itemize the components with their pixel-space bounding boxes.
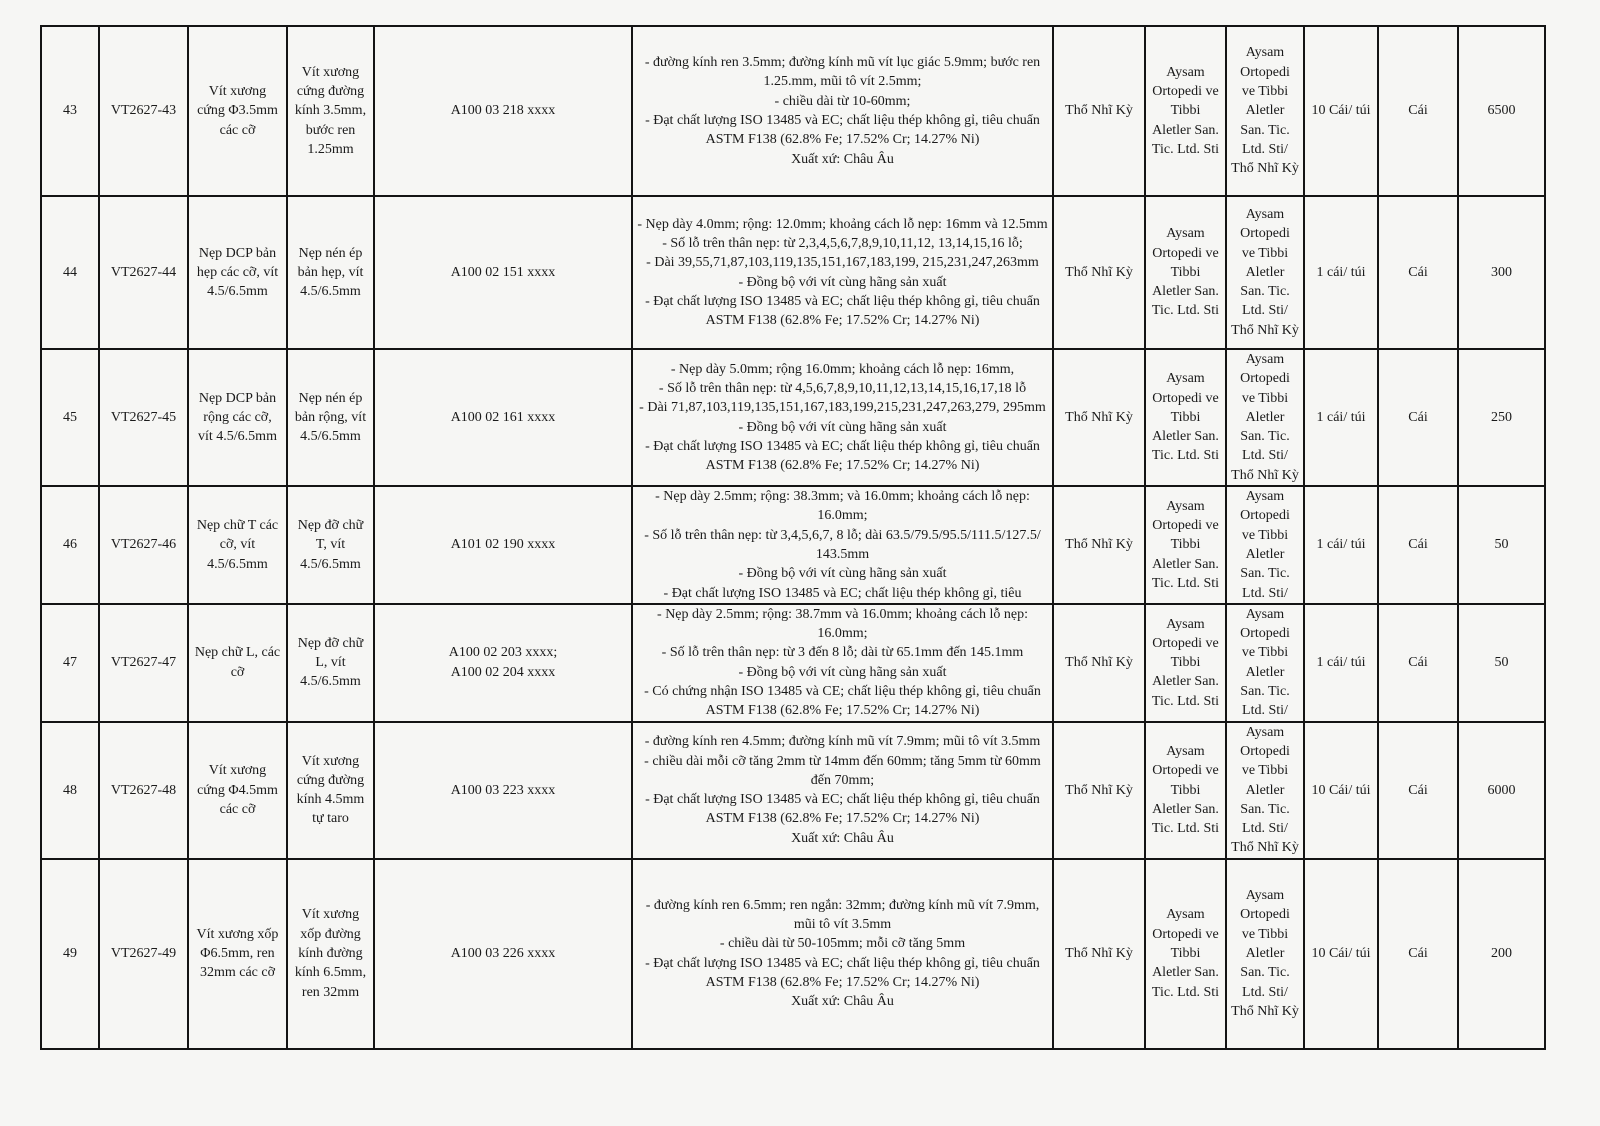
cell-line: ve Tibbi (1241, 245, 1289, 261)
cell-line: Tibbi (1170, 537, 1201, 553)
cell-line: San. Tic. (1240, 122, 1290, 138)
row-number-cell: 49 (41, 859, 99, 1049)
cell-line: Aysam (1245, 352, 1285, 367)
owner-cell (1226, 604, 1304, 722)
manufacturer-cell (1145, 604, 1226, 722)
specification-line: - Đạt chất lượng ISO 13485 và EC; chất liệu thép không gỉ, tiêu (663, 585, 1022, 601)
catalog-code-cell (374, 604, 632, 722)
cell-line: Vít xương (301, 64, 360, 80)
cell-line: A100 03 226 xxxx (450, 946, 556, 962)
owner-cell (1226, 859, 1304, 1049)
cell-line: Ortopedi ve (1152, 635, 1219, 651)
specification-line: - Nẹp dày 2.5mm; rộng: 38.3mm; và 16.0mm; khoảng cách lỗ nẹp: 16.0mm; (655, 489, 1030, 524)
cell-line: Nẹp DCP bản (198, 390, 277, 406)
manufacturer-cell (1145, 859, 1226, 1049)
cell-line: Aletler San. (1152, 556, 1219, 572)
cell-line: Aletler San. (1152, 429, 1219, 445)
cell-line: Ltd. Sti/ (1242, 821, 1288, 837)
row-number-cell: 46 (41, 486, 99, 604)
item-type-cell (287, 604, 374, 722)
table-row (41, 604, 1545, 722)
specification-line: Xuất xứ: Châu Âu (791, 151, 894, 167)
cell-line: Vít xương (301, 907, 360, 923)
manufacturer-cell (1145, 26, 1226, 196)
cell-line: kính 6.5mm, (294, 965, 367, 981)
cell-line: Ltd. Sti/ (1242, 984, 1288, 1000)
cell-line: Ortopedi (1240, 226, 1290, 242)
packing-cell: 10 Cái/ túi (1304, 722, 1378, 859)
cell-line: các cỡ (219, 122, 256, 138)
cell-line: Aysam (1166, 226, 1205, 242)
cell-line: San. Tic. (1240, 429, 1290, 445)
cell-line: Ortopedi (1240, 64, 1290, 80)
cell-line: ve Tibbi (1241, 645, 1289, 661)
specification-line: - Đồng bộ với vít cùng hãng sản xuất (738, 419, 947, 435)
specification-line: - Nẹp dày 4.0mm; rộng: 12.0mm; khoảng cách lỗ nẹp: 16mm và 12.5mm (637, 216, 1048, 232)
cell-line: Tibbi (1170, 409, 1201, 425)
cell-line: cứng Φ4.5mm (197, 782, 278, 798)
cell-line: 4.5/6.5mm (300, 284, 361, 300)
cell-line: Tic. Ltd. Sti (1151, 448, 1220, 464)
table-row (41, 859, 1545, 1049)
item-type-cell (287, 859, 374, 1049)
cell-line: 4.5/6.5mm (300, 429, 361, 445)
origin-cell: Thổ Nhĩ Kỳ (1053, 604, 1145, 722)
owner-cell (1226, 722, 1304, 859)
cell-line: Aletler San. (1152, 674, 1219, 690)
origin-cell: Thổ Nhĩ Kỳ (1053, 26, 1145, 196)
cell-line: Vít xương (208, 763, 267, 779)
cell-line: rộng các cỡ, (203, 409, 272, 425)
origin-cell: Thổ Nhĩ Kỳ (1053, 486, 1145, 604)
cell-line: kính 3.5mm, (294, 103, 367, 119)
specification-line: - Dài 39,55,71,87,103,119,135,151,167,183,199, 215,231,247,263mm (646, 255, 1039, 271)
cell-line: các cỡ (219, 801, 256, 817)
specification-line: - Số lỗ trên thân nẹp: từ 4,5,6,7,8,9,10,11,12,13,14,15,16,17,18 lỗ (658, 380, 1027, 396)
specification-line: - Đạt chất lượng ISO 13485 và EC; chất liệu thép không gỉ, tiêu chuẩn ASTM F138 (62.8% Fe; 17.52% Cr; 14.27% Ni) (645, 293, 1040, 329)
cell-line: tự taro (312, 811, 349, 827)
quantity-cell: 6500 (1458, 26, 1545, 196)
manufacturer-cell (1145, 196, 1226, 349)
cell-line: Thổ Nhĩ Kỳ (1231, 161, 1299, 177)
item-type-cell (287, 26, 374, 196)
specification-line: Xuất xứ: Châu Âu (791, 994, 894, 1010)
cell-line: Aysam (1245, 606, 1285, 622)
catalog-code-cell (374, 859, 632, 1049)
quantity-cell: 250 (1458, 349, 1545, 486)
item-name-cell (188, 722, 287, 859)
specification-cell (632, 859, 1053, 1049)
cell-line: Nẹp đỡ chữ (297, 518, 364, 534)
specification-cell (632, 26, 1053, 196)
cell-line: 4.5/6.5mm (207, 556, 268, 572)
cell-line: Aletler (1245, 664, 1285, 680)
table-row (41, 26, 1545, 196)
cell-line: Tic. Ltd. Sti (1151, 693, 1220, 709)
cell-line: 1.25mm (307, 141, 354, 157)
cell-line: Ortopedi (1240, 743, 1290, 759)
manufacturer-cell (1145, 349, 1226, 486)
quantity-cell: 50 (1458, 604, 1545, 722)
cell-line: ve Tibbi (1241, 390, 1289, 406)
cell-line: L, vít (315, 655, 346, 671)
cell-line: Aletler (1245, 409, 1285, 425)
item-code-cell: VT2627-48 (99, 722, 188, 859)
item-code-cell: VT2627-49 (99, 859, 188, 1049)
cell-line: Aysam (1245, 206, 1285, 222)
specification-cell (632, 196, 1053, 349)
origin-cell: Thổ Nhĩ Kỳ (1053, 349, 1145, 486)
cell-line: Ortopedi ve (1152, 518, 1219, 534)
packing-cell: 1 cái/ túi (1304, 196, 1378, 349)
item-name-cell (188, 486, 287, 604)
row-number-cell: 47 (41, 604, 99, 722)
table-row (41, 349, 1545, 486)
cell-line: Ortopedi ve (1152, 763, 1219, 779)
quantity-cell: 50 (1458, 486, 1545, 604)
cell-line: Tibbi (1170, 946, 1201, 962)
cell-line: Nẹp chữ T các (196, 518, 279, 534)
unit-cell: Cái (1378, 859, 1458, 1049)
unit-cell: Cái (1378, 722, 1458, 859)
cell-line: ren 32mm (301, 984, 360, 1000)
cell-line: Nẹp nén ép (298, 245, 363, 261)
specification-line: - Đạt chất lượng ISO 13485 và EC; chất liệu thép không gỉ, tiêu chuẩn ASTM F138 (62.8% Fe; 17.52% Cr; 14.27% Ni) (645, 955, 1040, 991)
row-number-cell: 45 (41, 349, 99, 486)
specification-line: - Số lỗ trên thân nẹp: từ 3 đến 8 lỗ; dài từ 65.1mm đến 145.1mm (661, 645, 1024, 661)
item-name-cell (188, 349, 287, 486)
cell-line: kính 4.5mm (296, 792, 365, 808)
cell-line: Ortopedi (1240, 371, 1290, 387)
item-type-cell (287, 722, 374, 859)
cell-line: bước ren (305, 122, 356, 138)
manufacturer-cell (1145, 722, 1226, 859)
cell-line: Aysam (1166, 371, 1205, 387)
cell-line: hẹp các cỡ, vít (196, 264, 279, 280)
catalog-code-cell (374, 349, 632, 486)
cell-line: Ortopedi ve (1152, 245, 1219, 261)
specification-line: - đường kính ren 4.5mm; đường kính mũ vít 7.9mm; mũi tô vít 3.5mm (644, 734, 1041, 750)
cell-line: Aysam (1245, 724, 1285, 740)
cell-line: A100 02 204 xxxx (450, 664, 556, 680)
cell-line: 4.5/6.5mm (300, 556, 361, 572)
cell-line: ve Tibbi (1241, 527, 1289, 543)
unit-cell: Cái (1378, 486, 1458, 604)
cell-line: Aletler San. (1152, 122, 1219, 138)
cell-line: Φ6.5mm, ren (200, 946, 275, 962)
packing-cell: 10 Cái/ túi (1304, 26, 1378, 196)
cell-line: Aysam (1245, 45, 1285, 61)
cell-line: Aysam (1245, 489, 1285, 505)
cell-line: A100 02 203 xxxx; (448, 645, 558, 661)
specification-cell (632, 722, 1053, 859)
specification-line: - Đồng bộ với vít cùng hãng sản xuất (738, 566, 947, 582)
cell-line: Tibbi (1170, 655, 1201, 671)
cell-line: Ltd. Sti/ (1242, 303, 1288, 319)
item-name-cell (188, 26, 287, 196)
specification-line: - Số lỗ trên thân nẹp: từ 2,3,4,5,6,7,8,9,10,11,12, 13,14,15,16 lỗ; (662, 235, 1023, 251)
item-type-cell (287, 196, 374, 349)
cell-line: Vít xương (301, 753, 360, 769)
specification-cell (632, 486, 1053, 604)
owner-cell (1226, 26, 1304, 196)
origin-cell: Thổ Nhĩ Kỳ (1053, 859, 1145, 1049)
specification-line: - chiều dài mỗi cỡ tăng 2mm từ 14mm đến 60mm; tăng 5mm từ 60mm đến 70mm; (644, 753, 1041, 788)
unit-cell: Cái (1378, 26, 1458, 196)
cell-line: A101 02 190 xxxx (450, 537, 556, 553)
cell-line: T, vít (315, 537, 346, 553)
quantity-cell: 200 (1458, 859, 1545, 1049)
cell-line: Ltd. Sti/ (1242, 448, 1288, 464)
specification-line: - Dài 71,87,103,119,135,151,167,183,199,215,231,247,263,279, 295mm (639, 400, 1046, 416)
table-row (41, 486, 1545, 604)
cell-line: Ortopedi ve (1152, 84, 1219, 100)
cell-line: xốp đường (300, 926, 361, 942)
cell-line: San. Tic. (1240, 801, 1290, 817)
catalog-code-cell (374, 486, 632, 604)
cell-line: Ltd. Sti/ (1242, 703, 1288, 719)
specification-line: - Nẹp dày 5.0mm; rộng 16.0mm; khoảng cách lỗ nẹp: 16mm, (670, 361, 1015, 377)
cell-line: 32mm các cỡ (199, 965, 276, 981)
cell-line: Aysam (1166, 743, 1205, 759)
cell-line: Aysam (1166, 498, 1205, 514)
cell-line: Aletler (1245, 782, 1285, 798)
cell-line: Vít xương xốp (196, 926, 279, 942)
cell-line: vít 4.5/6.5mm (198, 429, 277, 445)
cell-line: Thổ Nhĩ Kỳ (1231, 840, 1299, 856)
item-name-cell (188, 859, 287, 1049)
specification-line: - Số lỗ trên thân nẹp: từ 3,4,5,6,7, 8 lỗ; dài 63.5/79.5/95.5/111.5/127.5/ 143.5mm (644, 527, 1041, 562)
specification-cell (632, 604, 1053, 722)
row-number-cell: 43 (41, 26, 99, 196)
unit-cell: Cái (1378, 196, 1458, 349)
cell-line: Ltd. Sti/ (1242, 585, 1288, 601)
catalog-code-cell (374, 26, 632, 196)
specification-line: - Nẹp dày 2.5mm; rộng: 38.7mm và 16.0mm; khoảng cách lỗ nẹp: 16.0mm; (657, 606, 1028, 642)
cell-line: Ltd. Sti/ (1242, 141, 1288, 157)
cell-line: Aletler San. (1152, 284, 1219, 300)
cell-line: bản hẹp, vít (297, 264, 364, 280)
specification-line: - Có chứng nhận ISO 13485 và CE; chất liệu thép không gỉ, tiêu chuẩn ASTM F138 (62.8% Fe; 17.52% Cr; 14.27% Ni) (644, 684, 1041, 719)
catalog-code-cell (374, 722, 632, 859)
cell-line: San. Tic. (1240, 965, 1290, 981)
item-type-cell (287, 486, 374, 604)
specification-line: - Đạt chất lượng ISO 13485 và EC; chất liệu thép không gỉ, tiêu chuẩn ASTM F138 (62.8% Fe; 17.52% Cr; 14.27% Ni) (645, 438, 1040, 474)
item-code-cell: VT2627-45 (99, 349, 188, 486)
cell-line: bản rộng, vít (294, 409, 367, 425)
owner-cell (1226, 196, 1304, 349)
catalog-code-cell (374, 196, 632, 349)
cell-line: Thổ Nhĩ Kỳ (1231, 322, 1299, 338)
specification-line: Xuất xứ: Châu Âu (791, 830, 894, 846)
cell-line: Aysam (1245, 888, 1285, 904)
cell-line: Ortopedi (1240, 626, 1290, 642)
cell-line: cứng Φ3.5mm (197, 103, 278, 119)
packing-cell: 1 cái/ túi (1304, 349, 1378, 486)
cell-line: Aletler (1245, 103, 1285, 119)
packing-cell: 1 cái/ túi (1304, 604, 1378, 722)
item-code-cell: VT2627-47 (99, 604, 188, 722)
item-name-cell (188, 604, 287, 722)
cell-line: Tic. Ltd. Sti (1151, 821, 1220, 837)
specification-line: - đường kính ren 6.5mm; ren ngắn: 32mm; đường kính mũ vít 7.9mm, mũi tô vít 3.5mm (645, 897, 1040, 933)
cell-line: Vít xương (208, 84, 267, 100)
cell-line: cỡ (230, 664, 245, 680)
cell-line: ve Tibbi (1241, 926, 1289, 942)
owner-cell (1226, 486, 1304, 604)
cell-line: Nẹp nén ép (298, 390, 363, 406)
quantity-cell: 300 (1458, 196, 1545, 349)
owner-cell (1226, 349, 1304, 486)
cell-line: Thổ Nhĩ Kỳ (1231, 467, 1299, 483)
cell-line: San. Tic. (1240, 566, 1290, 582)
row-number-cell: 48 (41, 722, 99, 859)
cell-line: Aletler (1245, 264, 1285, 280)
cell-line: cỡ, vít (219, 537, 256, 553)
cell-line: Tic. Ltd. Sti (1151, 984, 1220, 1000)
specification-line: - Đồng bộ với vít cùng hãng sản xuất (738, 274, 947, 290)
cell-line: Aletler San. (1152, 801, 1219, 817)
cell-line: Aysam (1166, 616, 1205, 632)
cell-line: Tibbi (1170, 782, 1201, 798)
cell-line: Nẹp chữ L, các (194, 645, 281, 661)
packing-cell: 1 cái/ túi (1304, 486, 1378, 604)
cell-line: Aysam (1166, 907, 1205, 923)
cell-line: A100 03 218 xxxx (450, 103, 556, 119)
manufacturer-cell (1145, 486, 1226, 604)
cell-line: A100 03 223 xxxx (450, 782, 556, 798)
cell-line: A100 02 161 xxxx (450, 409, 556, 425)
item-code-cell: VT2627-43 (99, 26, 188, 196)
cell-line: 4.5/6.5mm (207, 284, 268, 300)
cell-line: Tibbi (1170, 103, 1201, 119)
cell-line: Aletler San. (1152, 965, 1219, 981)
table-row (41, 196, 1545, 349)
item-type-cell (287, 349, 374, 486)
cell-line: cứng đường (296, 84, 365, 100)
item-name-cell (188, 196, 287, 349)
cell-line: San. Tic. (1240, 684, 1290, 700)
row-number-cell: 44 (41, 196, 99, 349)
cell-line: Aletler (1245, 546, 1285, 562)
cell-line: Aysam (1166, 64, 1205, 80)
cell-line: Ortopedi ve (1152, 390, 1219, 406)
origin-cell: Thổ Nhĩ Kỳ (1053, 722, 1145, 859)
cell-line: cứng đường (296, 772, 365, 788)
cell-line: San. Tic. (1240, 284, 1290, 300)
specification-line: - Đạt chất lượng ISO 13485 và EC; chất liệu thép không gỉ, tiêu chuẩn ASTM F138 (62.8% Fe; 17.52% Cr; 14.27% Ni) (645, 792, 1040, 827)
cell-line: Tibbi (1170, 264, 1201, 280)
specification-line: - chiều dài từ 50-105mm; mỗi cỡ tăng 5mm (719, 936, 966, 952)
unit-cell: Cái (1378, 604, 1458, 722)
cell-line: Ortopedi (1240, 907, 1290, 923)
cell-line: Tic. Ltd. Sti (1151, 303, 1220, 319)
cell-line: Ortopedi ve (1152, 926, 1219, 942)
table-row (41, 722, 1545, 859)
equipment-spec-table (40, 25, 1546, 1050)
cell-line: 4.5/6.5mm (300, 674, 361, 690)
unit-cell: Cái (1378, 349, 1458, 486)
table-body (41, 26, 1545, 1049)
origin-cell: Thổ Nhĩ Kỳ (1053, 196, 1145, 349)
cell-line: kính đường (298, 946, 363, 962)
cell-line: Nẹp đỡ chữ (297, 635, 364, 651)
cell-line: Thổ Nhĩ Kỳ (1231, 1003, 1299, 1019)
cell-line: A100 02 151 xxxx (450, 264, 556, 280)
packing-cell: 10 Cái/ túi (1304, 859, 1378, 1049)
cell-line: Tic. Ltd. Sti (1151, 141, 1220, 157)
cell-line: ve Tibbi (1241, 84, 1289, 100)
specification-line: - Đồng bộ với vít cùng hãng sản xuất (738, 664, 947, 680)
cell-line: Aletler (1245, 946, 1285, 962)
item-code-cell: VT2627-44 (99, 196, 188, 349)
cell-line: Ortopedi (1240, 508, 1290, 524)
cell-line: ve Tibbi (1241, 763, 1289, 779)
specification-cell (632, 349, 1053, 486)
specification-line: - Đạt chất lượng ISO 13485 và EC; chất liệu thép không gỉ, tiêu chuẩn ASTM F138 (62.8% Fe; 17.52% Cr; 14.27% Ni) (645, 113, 1040, 148)
specification-line: - đường kính ren 3.5mm; đường kính mũ vít lục giác 5.9mm; bước ren 1.25.mm, mũi tô vít 2.5mm; (644, 55, 1041, 90)
item-code-cell: VT2627-46 (99, 486, 188, 604)
cell-line: Tic. Ltd. Sti (1151, 575, 1220, 591)
quantity-cell: 6000 (1458, 722, 1545, 859)
specification-line: - chiều dài từ 10-60mm; (774, 93, 911, 109)
cell-line: Nẹp DCP bản (198, 245, 277, 261)
